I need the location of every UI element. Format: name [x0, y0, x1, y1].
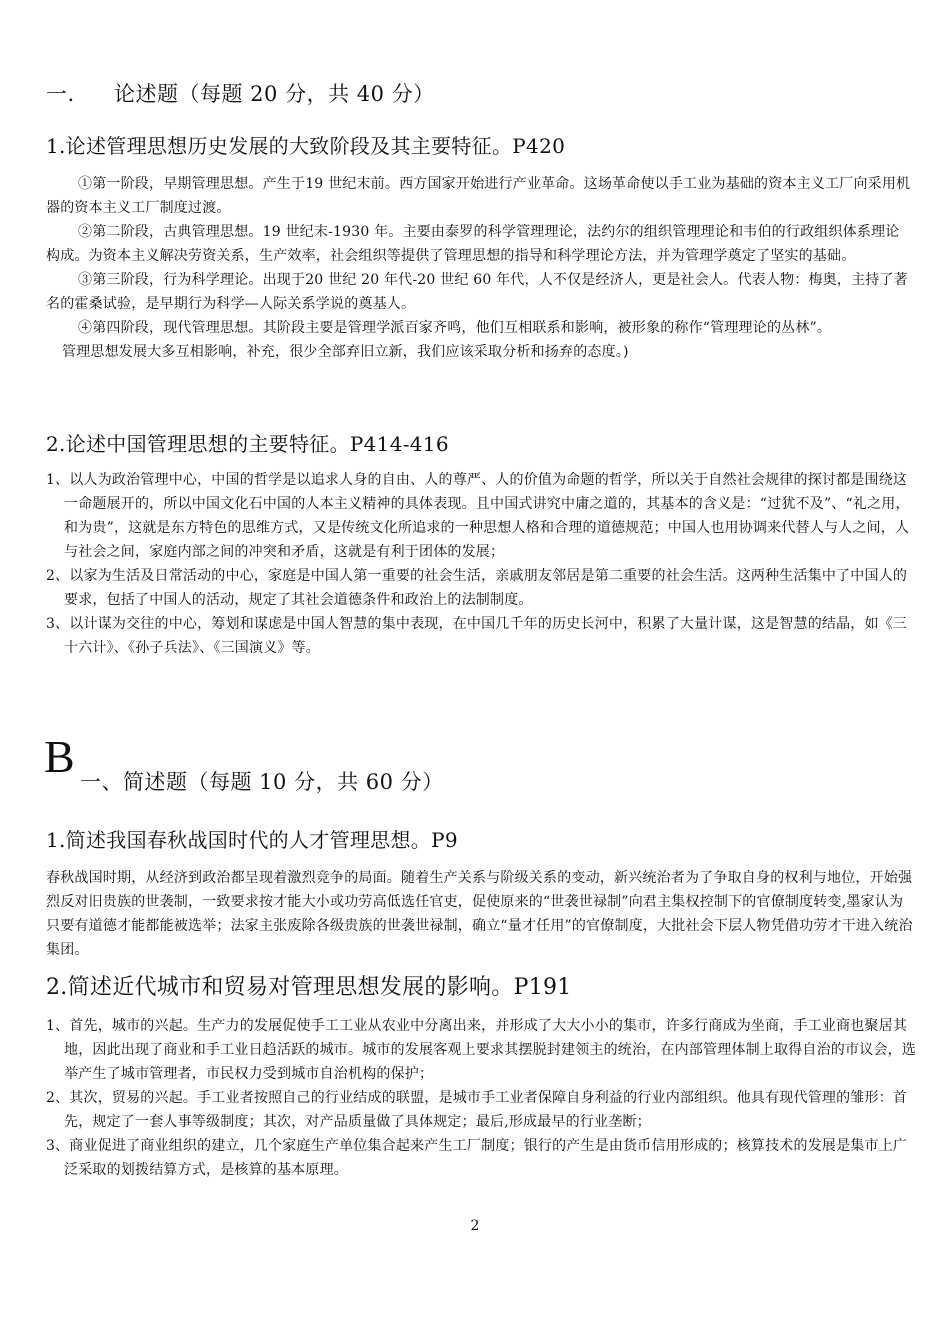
- question-answer: [46, 1014, 916, 1182]
- answer-paragraph: 春秋战国时期，从经济到政治都呈现着激烈竞争的局面。随着生产关系与阶级关系的变动，新兴统治者为了争取自身的权利与地位，开始强烈反对旧贵族的世袭制，一致要求按才能大小或功劳高低选任官吏，促使原来的“世袭世禄制”向君主集权控制下的官僚制度转变,墨家认为只要有道德才能都能被选举；法家主张废除各级贵族的世袭世禄制，确立“量才任用”的官僚制度，大批社会下层人物凭借功劳才干进入统治集团。: [46, 870, 913, 958]
- question-title: 2.论述中国管理思想的主要特征。P414-416: [46, 432, 449, 456]
- answer-paragraph: ②第二阶段，古典管理思想。19 世纪末-1930 年。主要由泰罗的科学管理理论，法约尔的组织管理理论和韦伯的行政组织体系理论构成。为资本主义解决劳资关系，生产效率，社会组织等提供了管理思想的指导和科学理论方法，并为管理学奠定了坚实的基础。: [46, 224, 900, 264]
- section-letter: B: [44, 731, 75, 782]
- question-title: 2.简述近代城市和贸易对管理思想发展的影响。P191: [46, 975, 572, 1000]
- answer-item: 2、其次，贸易的兴起。手工业者按照自己的行业结成的联盟，是城市手工业者保障自身利益的行业内部组织。他具有现代管理的雏形：首先，规定了一套人事等级制度；其次，对产品质量做了具体规定；最后,形成最早的行业垄断；: [46, 1090, 908, 1130]
- answer-closing: 管理思想发展大多互相影响，补充，很少全部弃旧立新，我们应该采取分析和扬弃的态度。): [62, 344, 629, 360]
- answer-item: 2、以家为生活及日常活动的中心，家庭是中国人第一重要的社会生活，亲戚朋友邻居是第二重要的社会生活。这两种生活集中了中国人的要求，包括了中国人的活动，规定了其社会道德条件和政治上的法制制度。: [46, 568, 908, 608]
- answer-item: 1、以人为政治管理中心，中国的哲学是以追求人身的自由、人的尊严、人的价值为命题的哲学，所以关于自然社会规律的探讨都是围绕这一命题展开的，所以中国文化石中国的人本主义精神的具体表现。且中国式讲究中庸之道的，其基本的含义是：“过犹不及”、“礼之用，和为贵”，这就是东方特色的思维方式，又是传统文化所追求的一种思想人格和合理的道德规范；中国人也用协调来代替人与人之间，人与社会之间，家庭内部之间的冲突和矛盾，这就是有利于团体的发展；: [46, 472, 910, 560]
- question-answer: [46, 172, 912, 364]
- question-title: 1.简述我国春秋战国时代的人才管理思想。P9: [46, 828, 458, 852]
- question-title: 1.论述管理思想历史发展的大致阶段及其主要特征。P420: [46, 134, 566, 158]
- section-number: 一.: [46, 82, 75, 106]
- section-title: 论述题（每题 20 分，共 40 分）: [114, 82, 435, 106]
- question-answer: [46, 866, 914, 962]
- answer-paragraph: ①第一阶段，早期管理思想。产生于19 世纪末前。西方国家开始进行产业革命。这场革命使以手工业为基础的资本主义工厂向采用机器的资本主义工厂制度过渡。: [46, 176, 911, 216]
- page-number: 2: [470, 1218, 480, 1234]
- answer-paragraph: ③第三阶段，行为科学理论。出现于20 世纪 20 年代-20 世纪 60 年代，人不仅是经济人，更是社会人。代表人物：梅奥，主持了著名的霍桑试验，是早期行为科学—人际关系学说的奠基人。: [46, 272, 908, 312]
- answer-paragraph: ④第四阶段，现代管理思想。其阶段主要是管理学派百家齐鸣，他们互相联系和影响，被形象的称作“管理理论的丛林”。: [78, 320, 832, 336]
- question-answer: [46, 468, 916, 660]
- answer-item: 1、首先，城市的兴起。生产力的发展促使手工工业从农业中分离出来，并形成了大大小小的集市，许多行商成为坐商，手工业商也聚居其地，因此出现了商业和手工业日趋活跃的城市。城市的发展客观上要求其摆脱封建领主的统治，在内部管理体制上取得自治的市议会，选举产生了城市管理者，市民权力受到城市自治机构的保护；: [46, 1018, 916, 1082]
- answer-item: 3、商业促进了商业组织的建立，几个家庭生产单位集合起来产生工厂制度；银行的产生是由货币信用形成的；核算技术的发展是集市上广泛采取的划拨结算方式，是核算的基本原理。: [46, 1138, 908, 1178]
- section-heading: [46, 78, 435, 108]
- answer-item: 3、以计谋为交往的中心，筹划和谋虑是中国人智慧的集中表现，在中国几千年的历史长河中，积累了大量计谋，这是智慧的结晶，如《三十六计》、《孙子兵法》、《三国演义》等。: [46, 616, 908, 656]
- section-heading: 一、简述题（每题 10 分，共 60 分）: [80, 770, 444, 794]
